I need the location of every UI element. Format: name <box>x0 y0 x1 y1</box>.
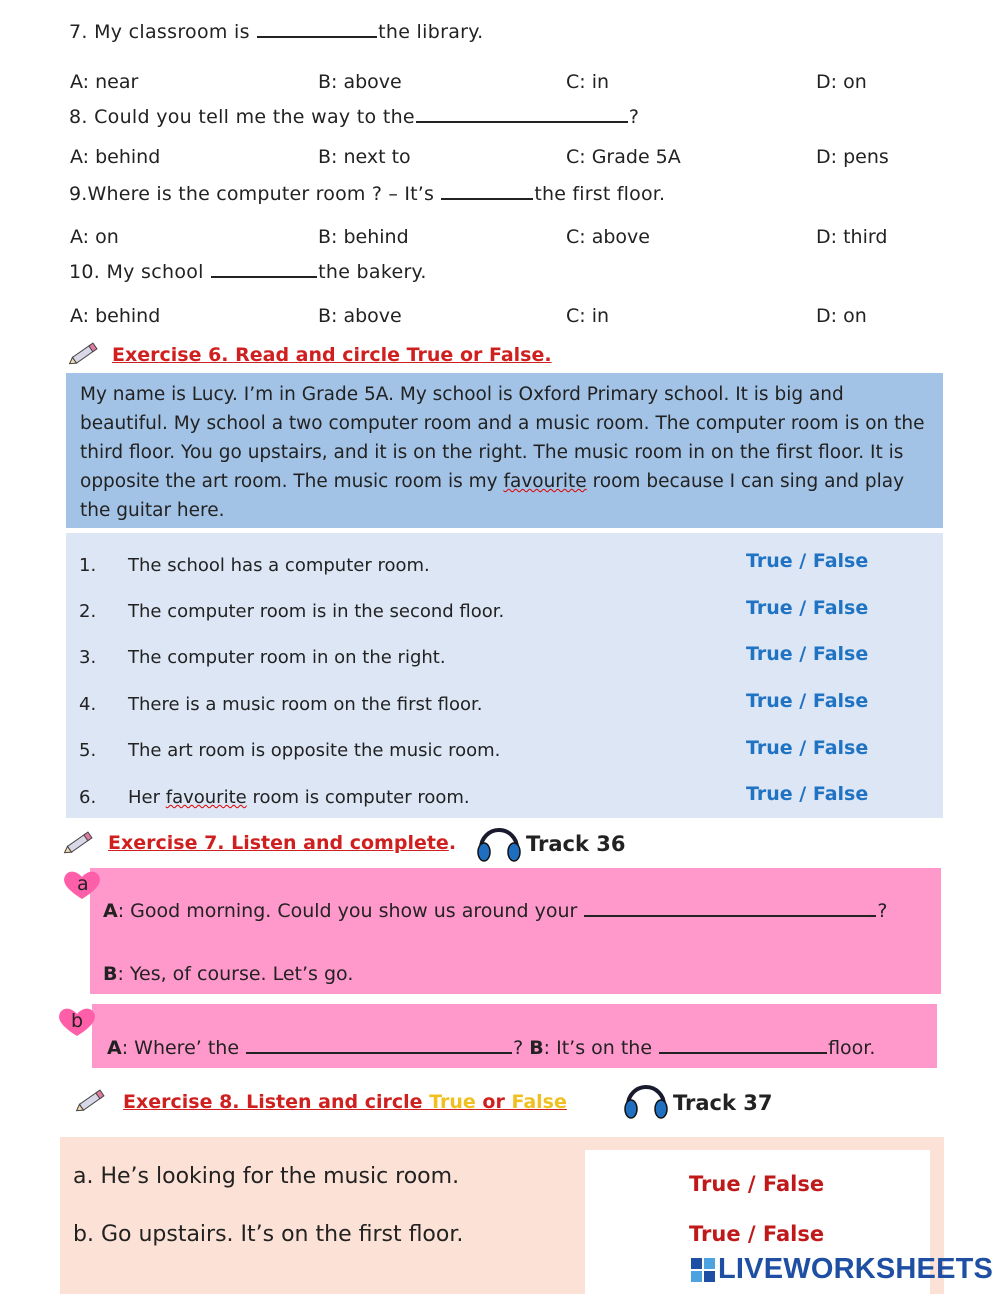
dialogue-text: : It’s on the <box>543 1037 659 1059</box>
option-b[interactable]: B: above <box>318 305 402 327</box>
option-b[interactable]: B: behind <box>318 226 409 248</box>
speaker-label: A <box>107 1037 122 1059</box>
statement-text <box>128 787 470 808</box>
option-a[interactable]: A: on <box>70 226 119 248</box>
true-false-choice[interactable]: True / False <box>746 737 869 759</box>
statement-text: b. Go upstairs. It’s on the first floor. <box>73 1222 464 1247</box>
pencil-icon <box>72 1083 110 1117</box>
dialogue-text: : Yes, of course. Let’s go. <box>117 963 354 985</box>
question-10 <box>69 261 427 283</box>
passage-word: favourite <box>503 471 587 492</box>
question-9 <box>69 183 665 205</box>
dialogue-text: : Where’ the <box>121 1037 246 1059</box>
question-text: Could you tell me the way to the <box>94 106 415 128</box>
exercise-8-title <box>123 1091 567 1113</box>
option-d[interactable]: D: on <box>816 71 867 93</box>
dialogue-label: b <box>71 1010 84 1032</box>
title-false: False <box>511 1091 567 1113</box>
liveworksheets-logo-icon <box>690 1257 716 1283</box>
reading-passage <box>66 373 943 528</box>
statement-number: 2. <box>79 601 97 622</box>
dialogue-line <box>107 1037 875 1059</box>
title-true: True <box>429 1091 476 1113</box>
dialogue-label: a <box>77 873 89 895</box>
track-label: Track 37 <box>673 1091 773 1115</box>
statement-text: The computer room in on the right. <box>128 647 446 668</box>
option-d[interactable]: D: third <box>816 226 888 248</box>
option-c[interactable]: C: in <box>566 305 610 327</box>
dialogue-text: floor. <box>828 1037 876 1059</box>
option-c[interactable]: C: Grade 5A <box>566 146 681 168</box>
statement-word: favourite <box>165 787 247 808</box>
question-number: 8. <box>69 106 88 128</box>
option-d[interactable]: D: pens <box>816 146 889 168</box>
statement-text-part: Her <box>128 787 166 808</box>
true-false-choice[interactable]: True / False <box>746 783 869 805</box>
dialogue-text: ? <box>513 1037 530 1059</box>
statement-text: The school has a computer room. <box>128 555 430 576</box>
option-a[interactable]: A: near <box>70 71 139 93</box>
true-false-choice[interactable]: True / False <box>689 1172 825 1196</box>
passage-text: room because I can sing and play the guitar here. <box>80 471 905 521</box>
statement-text: The art room is opposite the music room. <box>128 740 501 761</box>
true-false-choice[interactable]: True / False <box>746 690 869 712</box>
dialogue-text: ? <box>877 900 888 922</box>
option-b[interactable]: B: above <box>318 71 402 93</box>
statement-number: 5. <box>79 740 97 761</box>
pencil-icon <box>66 337 102 369</box>
answer-blank[interactable] <box>416 120 628 123</box>
question-text: Where is the computer room ? – It’s <box>87 183 441 205</box>
statement-number: 3. <box>79 647 97 668</box>
title-text: Exercise 8. Listen and circle <box>123 1091 430 1113</box>
title-period: . <box>448 832 457 854</box>
title-text: or <box>475 1091 512 1113</box>
question-number: 9. <box>69 183 88 205</box>
statement-text: The computer room is in the second floor. <box>128 601 505 622</box>
true-false-choice[interactable]: True / False <box>746 550 869 572</box>
dialogue-line <box>103 963 353 985</box>
liveworksheets-logo[interactable]: LIVEWORKSHEETS <box>718 1253 994 1285</box>
statement-number: 1. <box>79 555 97 576</box>
question-text: My school <box>106 261 211 283</box>
answer-blank[interactable] <box>441 197 533 200</box>
dialogue-text: : Good morning. Could you show us around your <box>117 900 584 922</box>
answer-blank[interactable] <box>246 1051 512 1054</box>
exercise-7-title: Exercise 7. Listen and complete <box>108 832 449 854</box>
question-text: the bakery. <box>318 261 427 283</box>
question-8 <box>69 106 639 128</box>
answer-blank[interactable] <box>211 275 317 278</box>
statement-number: 6. <box>79 787 97 808</box>
pencil-icon <box>60 825 98 859</box>
question-text: ? <box>628 106 640 128</box>
question-text: the library. <box>378 21 484 43</box>
passage-text: My name is Lucy. I’m in Grade 5A. My school is Oxford Primary school. It is big and beautiful. My school a two computer room and a music room. The computer room is on the third floor. You go upstairs, and it is on the right. The music room in on the first floor. It is opposite the art room. The music room is my <box>80 384 925 492</box>
option-a[interactable]: A: behind <box>70 146 161 168</box>
answer-blank[interactable] <box>659 1051 827 1054</box>
statement-text-part: room is computer room. <box>246 787 470 808</box>
question-number: 10. <box>69 261 101 283</box>
headphones-icon[interactable] <box>622 1077 670 1121</box>
speaker-label: B <box>103 963 118 985</box>
statement-text: a. He’s looking for the music room. <box>73 1164 460 1189</box>
answer-blank[interactable] <box>584 914 876 917</box>
option-d[interactable]: D: on <box>816 305 867 327</box>
option-c[interactable]: C: above <box>566 226 650 248</box>
statement-text: There is a music room on the first floor. <box>128 694 483 715</box>
option-b[interactable]: B: next to <box>318 146 411 168</box>
exercise-7-title-line <box>108 832 456 854</box>
track-label: Track 36 <box>526 832 626 856</box>
option-a[interactable]: A: behind <box>70 305 161 327</box>
question-number: 7. <box>69 21 88 43</box>
speaker-label: A <box>103 900 118 922</box>
question-7 <box>69 21 483 43</box>
true-false-choice[interactable]: True / False <box>689 1222 825 1246</box>
option-c[interactable]: C: in <box>566 71 610 93</box>
question-text: the first floor. <box>534 183 666 205</box>
true-false-choice[interactable]: True / False <box>746 597 869 619</box>
true-false-choice[interactable]: True / False <box>746 643 869 665</box>
dialogue-line <box>103 900 887 922</box>
headphones-icon[interactable] <box>475 820 523 864</box>
answer-blank[interactable] <box>257 35 377 38</box>
question-text: My classroom is <box>94 21 257 43</box>
speaker-label: B <box>529 1037 544 1059</box>
statement-number: 4. <box>79 694 97 715</box>
exercise-6-title: Exercise 6. Read and circle True or False. <box>112 344 552 366</box>
